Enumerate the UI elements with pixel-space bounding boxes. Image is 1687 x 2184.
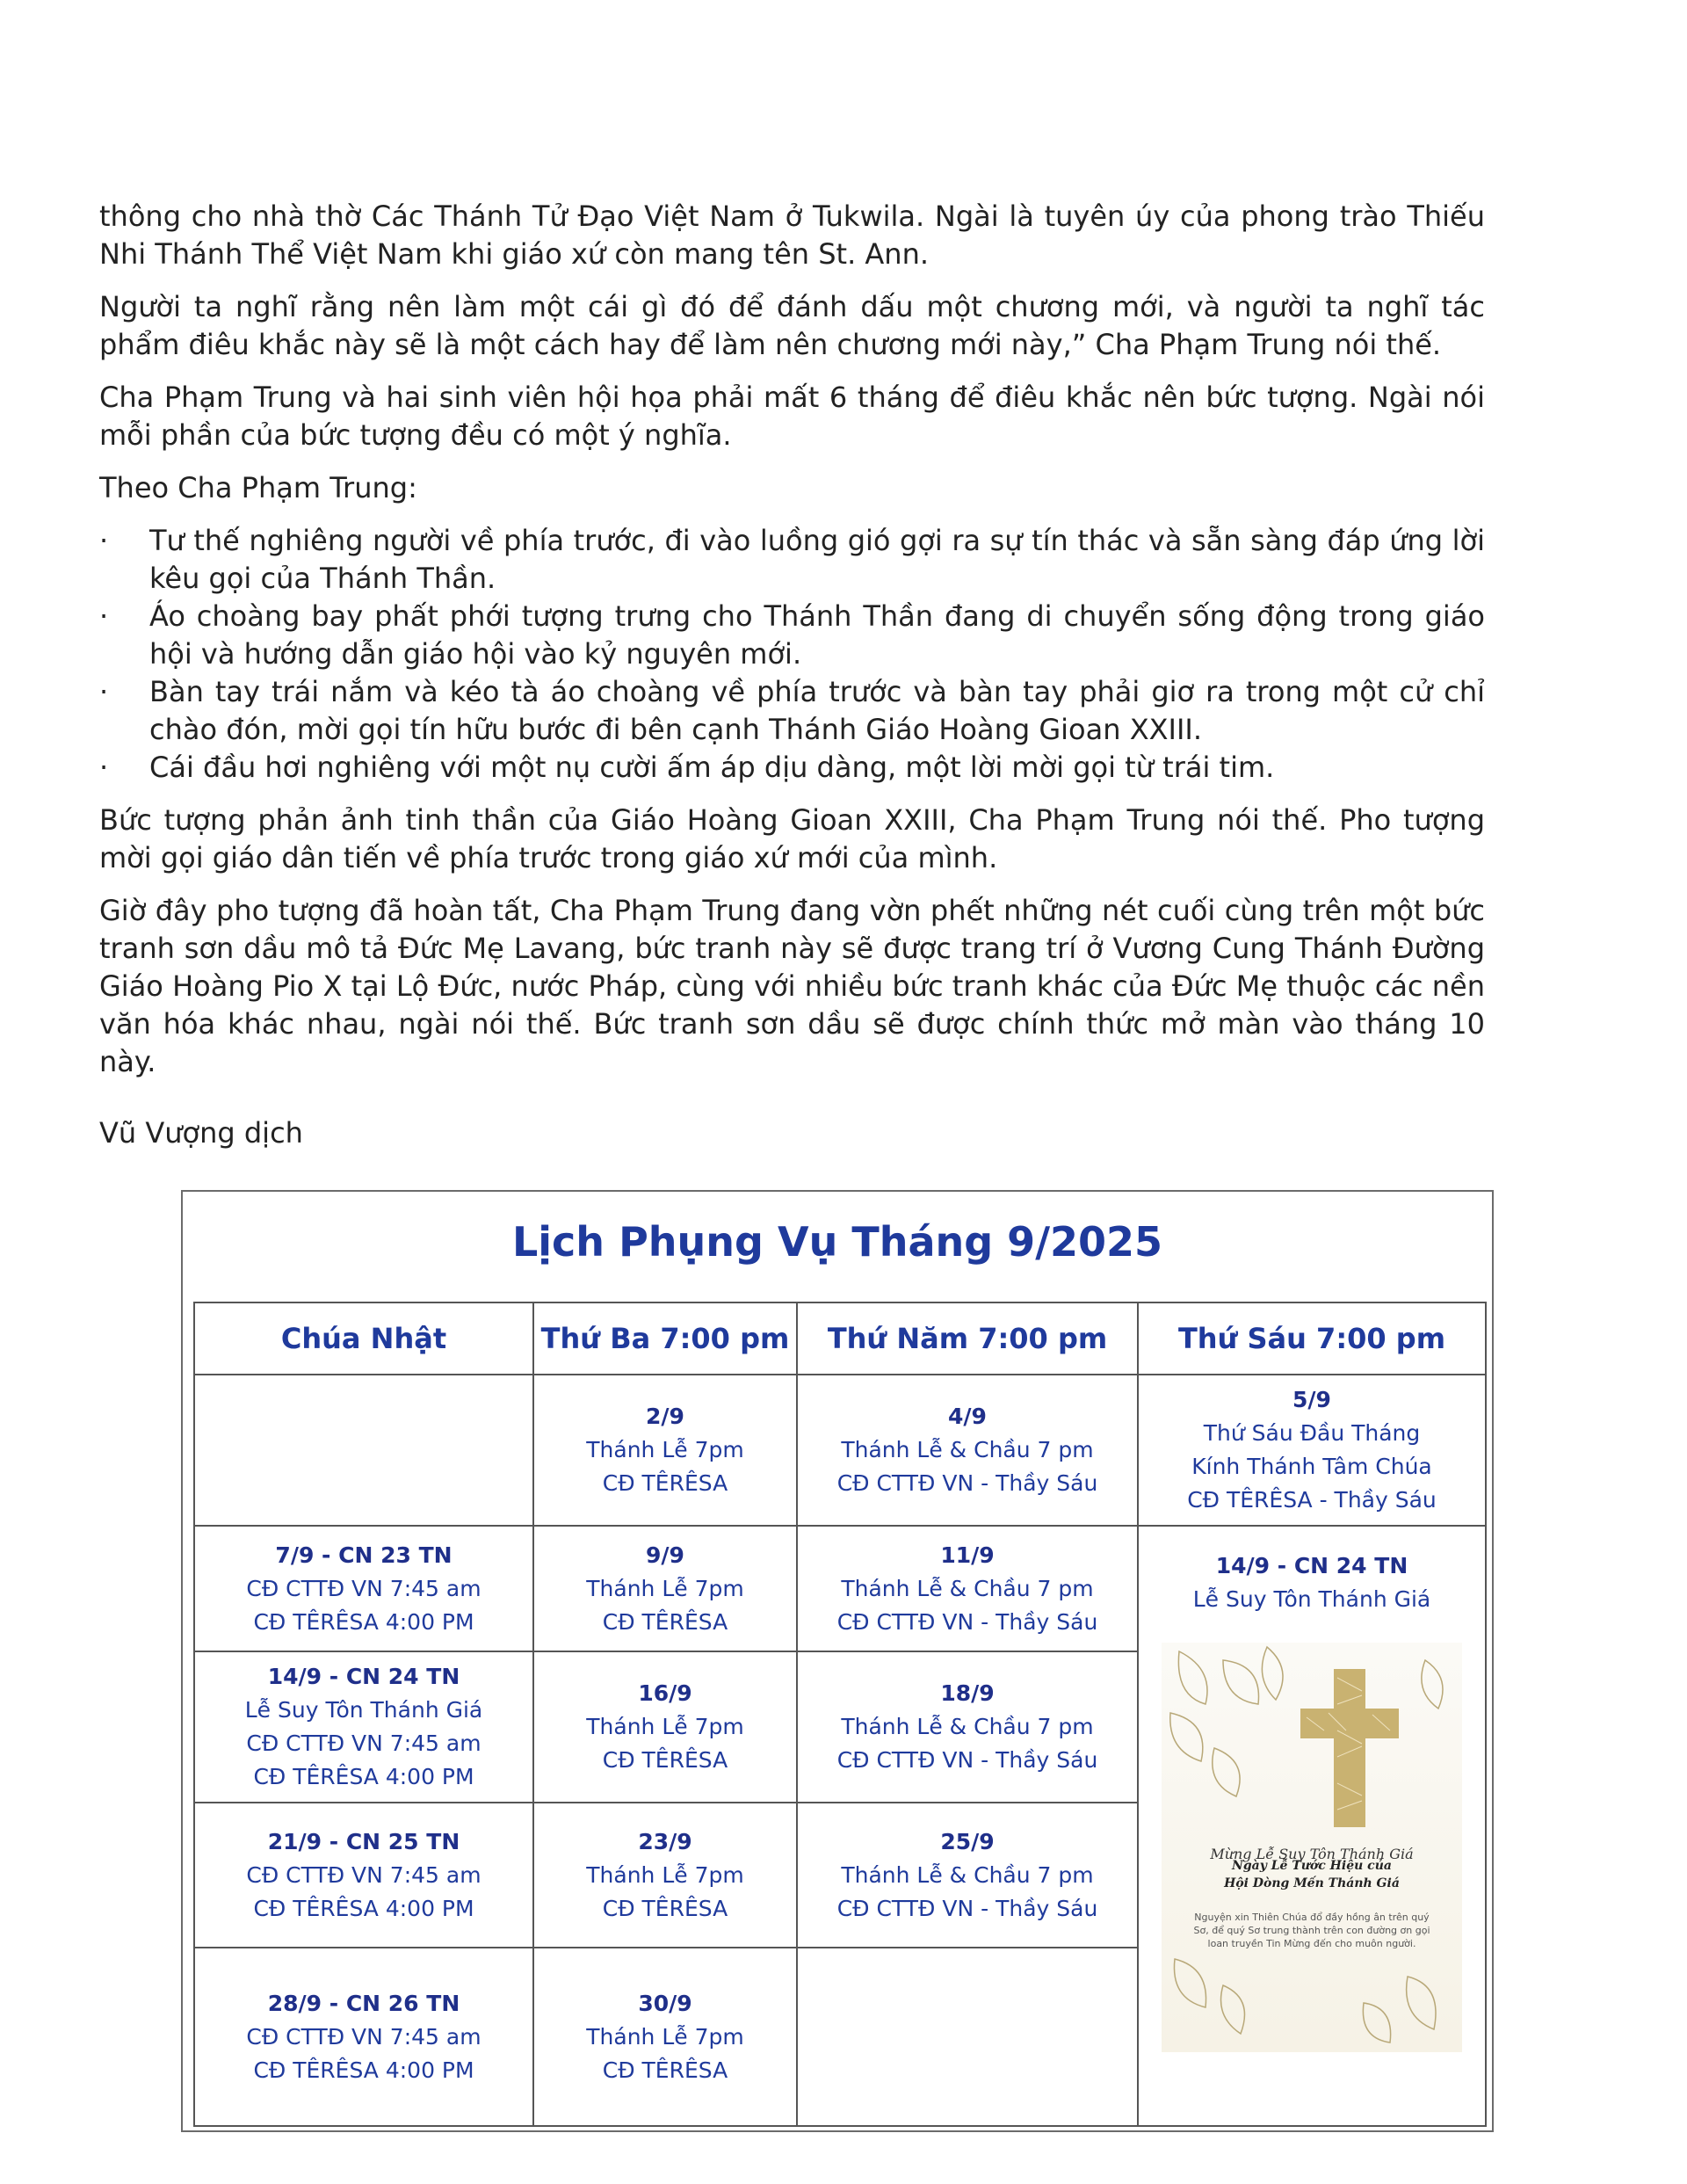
- list-item: [99, 522, 1485, 598]
- cell-text: Thứ Sáu Đầu Tháng: [1203, 1420, 1421, 1446]
- cell-date: 4/9: [948, 1404, 987, 1429]
- paragraph: Cha Phạm Trung và hai sinh viên hội họa phải mất 6 tháng để điêu khắc nên bức tượng. Ngài nói mỗi phần của bức tượng đều có một ý nghĩa.: [99, 381, 1485, 452]
- liturgy-schedule: [181, 1190, 1494, 2132]
- article: [99, 198, 1485, 1167]
- sunday-cell: [194, 1651, 533, 1803]
- feast-card-image: [1162, 1643, 1462, 2052]
- cell-text: Lễ Suy Tôn Thánh Giá: [244, 1697, 483, 1723]
- column-header: Chúa Nhật: [194, 1302, 533, 1375]
- thursday-cell: [797, 1526, 1138, 1651]
- cell-text: CĐ CTTĐ VN - Thầy Sáu: [836, 1608, 1098, 1635]
- column-header: Thứ Năm 7:00 pm: [797, 1302, 1138, 1375]
- cell-date: 5/9: [1292, 1387, 1331, 1412]
- translator-signature: Vũ Vượng dịch: [99, 1116, 303, 1150]
- cell-text: Thánh Lễ 7pm: [586, 1714, 744, 1739]
- cell-text: CĐ CTTĐ VN 7:45 am: [246, 1575, 481, 1601]
- cell-text: Thánh Lễ 7pm: [586, 2023, 744, 2050]
- card-title: [1170, 1857, 1453, 1892]
- schedule-table: [193, 1302, 1487, 2127]
- cell-text: CĐ CTTĐ VN - Thầy Sáu: [836, 1895, 1098, 1921]
- cell-text: Thánh Lễ & Chầu 7 pm: [841, 1861, 1094, 1888]
- cell-text: CĐ TÊRÊSA: [602, 1608, 728, 1635]
- cell-date: 16/9: [638, 1680, 692, 1706]
- cell-text: CĐ TÊRÊSA 4:00 PM: [253, 1895, 474, 1921]
- list-item-text: Áo choàng bay phất phới tượng trưng cho Thánh Thần đang di chuyển sống động trong giáo hội và hướng dẫn giáo hội vào kỷ nguyên mới.: [149, 599, 1485, 671]
- cell-text: Thánh Lễ 7pm: [586, 1575, 744, 1601]
- bullet-mark: ·: [99, 751, 109, 784]
- cell-text: CĐ CTTĐ VN - Thầy Sáu: [836, 1747, 1098, 1773]
- cell-text: Thánh Lễ 7pm: [586, 1861, 744, 1888]
- cell-text: CĐ TÊRÊSA: [602, 1747, 728, 1773]
- tuesday-cell: [533, 1375, 797, 1526]
- sunday-cell: [194, 1948, 533, 2126]
- table-row: [194, 1375, 1486, 1526]
- cell-date: 7/9 - CN 23 TN: [275, 1542, 453, 1568]
- cell-text: Thánh Lễ & Chầu 7 pm: [841, 1437, 1094, 1462]
- card-script-line: Mừng Lễ Suy Tôn Thánh Giá: [1210, 1846, 1414, 1862]
- tuesday-cell: [533, 1526, 797, 1651]
- schedule-title: Lịch Phụng Vụ Tháng 9/2025: [511, 1218, 1163, 1266]
- cell-text: Thánh Lễ & Chầu 7 pm: [841, 1575, 1094, 1601]
- sunday-cell: [194, 1803, 533, 1948]
- column-header: Thứ Ba 7:00 pm: [533, 1302, 797, 1375]
- card-title-line: Hội Dòng Mến Thánh Giá: [1224, 1876, 1400, 1890]
- bullet-mark: ·: [99, 524, 109, 557]
- cell-date: 11/9: [940, 1542, 995, 1568]
- thursday-cell: [797, 1948, 1138, 2126]
- cell-text: CĐ CTTĐ VN 7:45 am: [246, 1731, 481, 1756]
- tuesday-cell: [533, 1948, 797, 2126]
- cell-text: Thánh Lễ 7pm: [586, 1437, 744, 1462]
- bullet-list: [99, 522, 1485, 787]
- column-header: Thứ Sáu 7:00 pm: [1138, 1302, 1486, 1375]
- cell-text: CĐ TÊRÊSA 4:00 PM: [253, 2057, 474, 2083]
- tuesday-cell: [533, 1803, 797, 1948]
- bullet-mark: ·: [99, 599, 109, 633]
- cell-text: CĐ TÊRÊSA: [602, 1470, 728, 1496]
- cell-date: 14/9 - CN 24 TN: [1215, 1553, 1408, 1578]
- list-item-text: Bàn tay trái nắm và kéo tà áo choàng về phía trước và bàn tay phải giơ ra trong một cử chỉ chào đón, mời gọi tín hữu bước đi bên cạnh Thánh Giáo Hoàng Gioan XXIII.: [149, 675, 1485, 746]
- sunday-cell: [194, 1375, 533, 1526]
- paragraph: Người ta nghĩ rằng nên làm một cái gì đó để đánh dấu một chương mới, và người ta nghĩ tác phẩm điêu khắc này sẽ là một cách hay để làm nên chương mới này,” Cha Phạm Trung nói thế.: [99, 290, 1485, 361]
- list-item-text: Cái đầu hơi nghiêng với một nụ cười ấm áp dịu dàng, một lời mời gọi từ trái tim.: [149, 751, 1275, 784]
- cell-text: Thánh Lễ & Chầu 7 pm: [841, 1714, 1094, 1739]
- table-row: [194, 1526, 1486, 1651]
- cell-date: 2/9: [646, 1404, 684, 1429]
- cell-date: 28/9 - CN 26 TN: [267, 1990, 460, 2016]
- card-title-line: Ngày Lễ Tước Hiệu của: [1232, 1859, 1392, 1873]
- header-row: [194, 1302, 1486, 1375]
- cell-text: CĐ TÊRÊSA: [602, 1895, 728, 1921]
- thursday-cell: [797, 1803, 1138, 1948]
- cell-date: 9/9: [646, 1542, 684, 1568]
- list-item: [99, 749, 1485, 787]
- sunday-cell: [194, 1526, 533, 1651]
- cell-text: CĐ CTTĐ VN - Thầy Sáu: [836, 1470, 1098, 1496]
- cell-date: 18/9: [940, 1680, 995, 1706]
- friday-feast-cell: [1138, 1526, 1486, 2126]
- thursday-cell: [797, 1375, 1138, 1526]
- paragraph: Bức tượng phản ảnh tinh thần của Giáo Hoàng Gioan XXIII, Cha Phạm Trung nói thế. Pho tượng mời gọi giáo dân tiến về phía trước trong giáo xứ mới của mình.: [99, 803, 1485, 874]
- paragraph: thông cho nhà thờ Các Thánh Tử Đạo Việt Nam ở Tukwila. Ngài là tuyên úy của phong trào Thiếu Nhi Thánh Thể Việt Nam khi giáo xứ còn mang tên St. Ann.: [99, 200, 1485, 271]
- cell-text: CĐ TÊRÊSA 4:00 PM: [253, 1764, 474, 1789]
- tuesday-cell: [533, 1651, 797, 1803]
- card-message: Nguyện xin Thiên Chúa đổ đầy hồng ân trên quý Sơ, để quý Sơ trung thành trên con đường ơn gọi loan truyền Tin Mừng đến cho muôn người.: [1193, 1912, 1430, 1949]
- friday-cell: [1138, 1375, 1486, 1526]
- list-item: [99, 598, 1485, 673]
- paragraph: Giờ đây pho tượng đã hoàn tất, Cha Phạm Trung đang vờn phết những nét cuối cùng trên một bức tranh sơn dầu mô tả Đức Mẹ Lavang, bức tranh này sẽ được trang trí ở Vương Cung Thánh Đường Giáo Hoàng Pio X tại Lộ Đức, nước Pháp, cùng với nhiều bức tranh khác của Đức Mẹ thuộc các nền văn hóa khác nhau, ngài nói thế. Bức tranh sơn dầu sẽ được chính thức mở màn vào tháng 10 này.: [99, 894, 1485, 1078]
- cell-date: 14/9 - CN 24 TN: [267, 1664, 460, 1689]
- bullet-mark: ·: [99, 675, 109, 708]
- cell-text: Kính Thánh Tâm Chúa: [1191, 1454, 1432, 1479]
- cell-date: 30/9: [638, 1990, 692, 2016]
- cell-date: 23/9: [638, 1828, 692, 1854]
- cell-date: 21/9 - CN 25 TN: [267, 1828, 460, 1854]
- cell-text: CĐ TÊRÊSA 4:00 PM: [253, 1608, 474, 1635]
- thursday-cell: [797, 1651, 1138, 1803]
- list-item-text: Tư thế nghiêng người về phía trước, đi vào luồng gió gợi ra sự tín thác và sẵn sàng đáp ứng lời kêu gọi của Thánh Thần.: [149, 524, 1485, 595]
- cell-text: CĐ CTTĐ VN 7:45 am: [246, 1861, 481, 1888]
- cell-text: CĐ CTTĐ VN 7:45 am: [246, 2023, 481, 2050]
- paragraph: Theo Cha Phạm Trung:: [99, 471, 417, 504]
- cell-date: 25/9: [940, 1828, 995, 1854]
- cell-text: CĐ TÊRÊSA - Thầy Sáu: [1187, 1487, 1437, 1513]
- cell-text: CĐ TÊRÊSA: [602, 2057, 728, 2083]
- cell-text: Lễ Suy Tôn Thánh Giá: [1192, 1586, 1431, 1612]
- list-item: [99, 673, 1485, 749]
